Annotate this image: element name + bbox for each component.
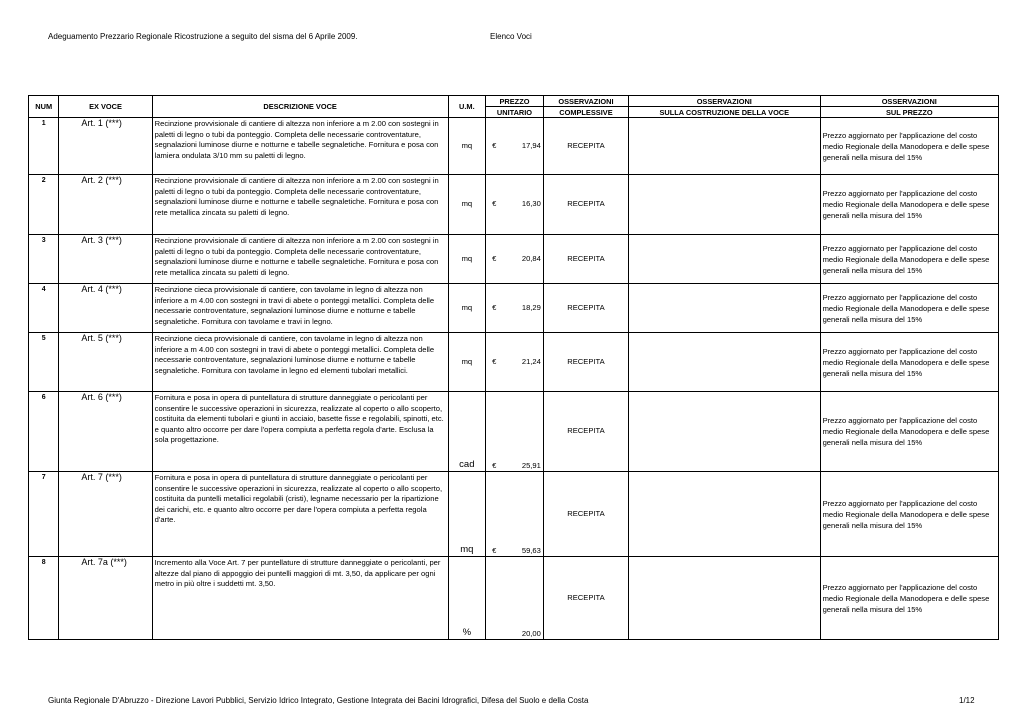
row-price: [486, 235, 544, 284]
price-value: 20,00: [521, 628, 541, 638]
row-price: [486, 392, 544, 472]
row-obs-complessive: RECEPITA: [543, 557, 628, 640]
row-obs-prezzo: Prezzo aggiornato per l'applicazione del costo medio Regionale della Manodopera e delle spese generali nella misura del 15%: [820, 472, 998, 557]
currency-symbol: €: [492, 545, 497, 555]
currency-symbol: €: [492, 253, 497, 263]
table-row: [29, 118, 999, 175]
row-ex-voce: Art. 2 (***): [59, 175, 152, 235]
row-description: Fornitura e posa in opera di puntellatura di strutture danneggiate o pericolanti per consentire le successive operazioni in sicurezza, realizzate al coperto o allo scoperto, costituita da elementi tubolari e giunti in acciaio, basette fisse e regolabili, spinotti, etc. e quanto altro occorre per dare l'opera compiuta a perfetta regola d'arte. Esclusa la sola progettazione.: [152, 392, 448, 472]
row-unit: mq: [448, 235, 486, 284]
row-description: Incremento alla Voce Art. 7 per puntellature di strutture danneggiate o pericolanti, per altezze dal piano di appoggio dei puntelli maggiori di mt. 3,50, da applicare per ogni metro in più oltre i suddetti mt. 3,50.: [152, 557, 448, 640]
header-osservazioni-3: OSSERVAZIONI: [820, 96, 998, 107]
header-num: NUM: [29, 96, 59, 118]
row-num: 2: [29, 175, 59, 235]
header-unitario: UNITARIO: [486, 107, 544, 118]
row-num: 8: [29, 557, 59, 640]
row-unit: mq: [448, 118, 486, 175]
row-ex-voce: Art. 6 (***): [59, 392, 152, 472]
row-obs-prezzo: Prezzo aggiornato per l'applicazione del costo medio Regionale della Manodopera e delle spese generali nella misura del 15%: [820, 235, 998, 284]
row-obs-costruzione: [629, 284, 821, 333]
row-obs-costruzione: [629, 557, 821, 640]
header-osservazioni-1: OSSERVAZIONI: [543, 96, 628, 107]
currency-symbol: €: [492, 356, 497, 366]
table-row: [29, 392, 999, 472]
table-row: [29, 472, 999, 557]
row-unit: cad: [448, 392, 486, 472]
currency-symbol: €: [492, 199, 497, 209]
row-ex-voce: Art. 4 (***): [59, 284, 152, 333]
row-obs-prezzo: Prezzo aggiornato per l'applicazione del costo medio Regionale della Manodopera e delle spese generali nella misura del 15%: [820, 175, 998, 235]
row-num: 1: [29, 118, 59, 175]
row-obs-costruzione: [629, 392, 821, 472]
row-obs-complessive: RECEPITA: [543, 392, 628, 472]
row-obs-prezzo: Prezzo aggiornato per l'applicazione del costo medio Regionale della Manodopera e delle spese generali nella misura del 15%: [820, 557, 998, 640]
row-obs-prezzo: Prezzo aggiornato per l'applicazione del costo medio Regionale della Manodopera e delle spese generali nella misura del 15%: [820, 118, 998, 175]
row-unit: mq: [448, 472, 486, 557]
currency-symbol: €: [492, 460, 497, 470]
row-num: 5: [29, 333, 59, 392]
row-price: [486, 118, 544, 175]
row-obs-prezzo: Prezzo aggiornato per l'applicazione del costo medio Regionale della Manodopera e delle spese generali nella misura del 15%: [820, 333, 998, 392]
row-price: [486, 472, 544, 557]
currency-symbol: €: [492, 140, 497, 150]
row-obs-complessive: RECEPITA: [543, 118, 628, 175]
row-unit: mq: [448, 333, 486, 392]
table-row: [29, 284, 999, 333]
row-description: Recinzione cieca provvisionale di cantiere, con tavolame in legno di altezza non inferiore a m 4.00 con sostegni in travi di abete o ponteggi metallici. Completa delle necessarie controventature, segnalazioni luminose diurne e notturne e tabelle segnaletiche. Fornitura con tavolame e travi in legno.: [152, 284, 448, 333]
currency-symbol: €: [492, 302, 497, 312]
footer-authority: Giunta Regionale D'Abruzzo - Direzione Lavori Pubblici, Servizio Idrico Integrato, Gestione Integrata dei Bacini Idrografici, Difesa del Suolo e della Costa: [48, 696, 589, 705]
row-description: Fornitura e posa in opera di puntellatura di strutture danneggiate o pericolanti per consentire le successive operazioni in sicurezza, realizzate al coperto o allo scoperto, costituita da puntelli metallici regolabili (cristi), legname necessario per la ripartizione dei carichi, etc. e quanto altro occorre per dare l'opera compiuta a perfetta regola d'arte.: [152, 472, 448, 557]
row-obs-costruzione: [629, 175, 821, 235]
price-value: 25,91: [521, 460, 541, 470]
price-list-table: [28, 95, 999, 640]
row-obs-costruzione: [629, 472, 821, 557]
table-row: [29, 175, 999, 235]
table-row: [29, 235, 999, 284]
row-price: [486, 333, 544, 392]
row-ex-voce: Art. 7a (***): [59, 557, 152, 640]
row-obs-complessive: RECEPITA: [543, 235, 628, 284]
row-ex-voce: Art. 1 (***): [59, 118, 152, 175]
price-value: 21,24: [521, 356, 541, 366]
row-obs-prezzo: Prezzo aggiornato per l'applicazione del costo medio Regionale della Manodopera e delle spese generali nella misura del 15%: [820, 392, 998, 472]
document-header-section: Elenco Voci: [490, 32, 532, 41]
row-description: Recinzione provvisionale di cantiere di altezza non inferiore a m 2.00 con sostegni in paletti di legno o tubi da ponteggio. Completa delle necessarie controventature, segnalazioni luminose diurne e notturne e tabelle segnaletiche. Fornitura e posa con lamiera ondulata 3/10 mm su paletti di legno.: [152, 118, 448, 175]
row-obs-costruzione: [629, 333, 821, 392]
row-ex-voce: Art. 7 (***): [59, 472, 152, 557]
table-row: [29, 333, 999, 392]
row-description: Recinzione provvisionale di cantiere di altezza non inferiore a m 2.00 con sostegni in paletti di legno o tubi da ponteggio. Completa delle necessarie controventature, segnalazioni luminose diurne e notturne e tabelle segnaletiche. Fornitura e posa con rete metallica zincata su paletti di legno.: [152, 175, 448, 235]
header-sulla-costruzione: SULLA COSTRUZIONE DELLA VOCE: [629, 107, 821, 118]
header-um: U.M.: [448, 96, 486, 118]
row-obs-complessive: RECEPITA: [543, 472, 628, 557]
row-num: 7: [29, 472, 59, 557]
price-value: 17,94: [521, 140, 541, 150]
row-num: 6: [29, 392, 59, 472]
row-num: 3: [29, 235, 59, 284]
price-value: 20,84: [521, 253, 541, 263]
price-value: 18,29: [521, 302, 541, 312]
row-unit: mq: [448, 175, 486, 235]
row-description: Recinzione provvisionale di cantiere di altezza non inferiore a m 2.00 con sostegni in paletti di legno o tubi da ponteggio. Completa delle necessarie controventature, segnalazioni luminose diurne e notturne e tabelle segnaletiche. Fornitura e posa con rete metallica zincata su paletti di legno.: [152, 235, 448, 284]
header-ex-voce: EX VOCE: [59, 96, 152, 118]
header-sul-prezzo: SUL PREZZO: [820, 107, 998, 118]
header-osservazioni-2: OSSERVAZIONI: [629, 96, 821, 107]
header-complessive: COMPLESSIVE: [543, 107, 628, 118]
row-unit: mq: [448, 284, 486, 333]
page-number: 1/12: [959, 696, 975, 705]
header-descrizione: DESCRIZIONE VOCE: [152, 96, 448, 118]
header-prezzo: PREZZO: [486, 96, 544, 107]
document-header-title: Adeguamento Prezzario Regionale Ricostruzione a seguito del sisma del 6 Aprile 2009.: [48, 32, 358, 41]
row-ex-voce: Art. 5 (***): [59, 333, 152, 392]
row-ex-voce: Art. 3 (***): [59, 235, 152, 284]
row-price: [486, 175, 544, 235]
price-value: 16,30: [521, 199, 541, 209]
table-row: [29, 557, 999, 640]
row-num: 4: [29, 284, 59, 333]
row-obs-complessive: RECEPITA: [543, 333, 628, 392]
row-obs-costruzione: [629, 235, 821, 284]
row-price: [486, 557, 544, 640]
row-obs-prezzo: Prezzo aggiornato per l'applicazione del costo medio Regionale della Manodopera e delle spese generali nella misura del 15%: [820, 284, 998, 333]
price-value: 59,63: [521, 545, 541, 555]
row-description: Recinzione cieca provvisionale di cantiere, con tavolame in legno di altezza non inferiore a m 4.00 con sostegni in travi di abete o ponteggi metallici. Completa delle necessarie controventature, segnalazioni luminose diurne e notturne e tabelle segnaletiche. Fornitura con tavolame in legno ed elementi tubolari metallici.: [152, 333, 448, 392]
row-unit: %: [448, 557, 486, 640]
row-price: [486, 284, 544, 333]
row-obs-costruzione: [629, 118, 821, 175]
row-obs-complessive: RECEPITA: [543, 284, 628, 333]
row-obs-complessive: RECEPITA: [543, 175, 628, 235]
